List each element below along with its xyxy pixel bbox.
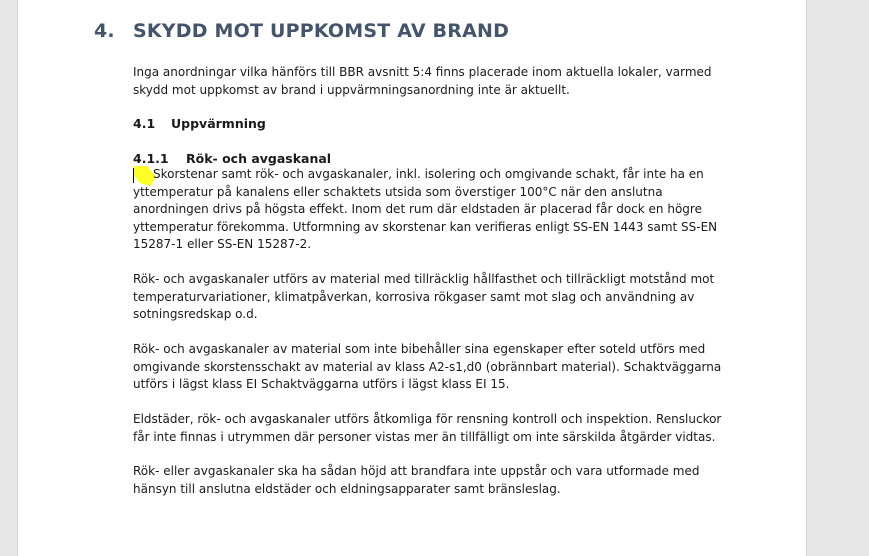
paragraph-4[interactable]: Eldstäder, rök- och avgaskanaler utförs åtkomliga för rensning kontroll och inspektion. Rensluckor får inte finnas i utrymmen där personer vistas mer än tillfälligt om inte särskilda åtgärder vidtas.	[133, 412, 722, 444]
subsection-heading-4-1	[133, 116, 266, 131]
section-number: 4.	[94, 20, 115, 42]
paragraph-2[interactable]: Rök- och avgaskanaler utförs av material med tillräcklig hållfasthet och tillräckligt motstånd mot temperaturvariationer, klimatpåverkan, korrosiva rökgaser samt mot slag och användning av sotningsredskap o.d.	[133, 272, 715, 321]
page-gutter	[808, 0, 869, 556]
subsubsection-title: Rök- och avgaskanal	[186, 151, 332, 166]
section-title: SKYDD MOT UPPKOMST AV BRAND	[133, 20, 510, 42]
subsubsection-heading-4-1-1	[133, 151, 331, 166]
paragraph-3[interactable]: Rök- och avgaskanaler av material som inte bibehåller sina egenskaper efter soteld utförs med omgivande skorstensschakt av material av klass A2-s1,d0 (obrännbart material). Schaktväggarna utförs i lägst klass EI Schaktväggarna utförs i lägst klass EI 15.	[133, 342, 722, 391]
subsubsection-number: 4.1.1	[133, 151, 169, 166]
subsection-title: Uppvärmning	[171, 116, 266, 131]
paragraph-1[interactable]: Skorstenar samt rök- och avgaskanaler, inkl. isolering och omgivande schakt, får inte ha en yttemperatur på kanalens eller schaktets utsida som överstiger 100°C när den anslutna anordningen drivs på högsta effekt. Inom det rum där eldstaden är placerad får dock en högre yttemperatur förekomma. Utformning av skorstenar kan verifieras enligt SS-EN 1443 samt SS-EN 15287-1 eller SS-EN 15287-2.	[133, 167, 718, 251]
paragraph-5[interactable]: Rök- eller avgaskanaler ska ha sådan höjd att brandfara inte uppstår och vara utformade med hänsyn till anslutna eldstäder och eldningsapparater samt bränsleslag.	[133, 464, 700, 496]
section-heading-4	[94, 20, 509, 42]
intro-paragraph[interactable]: Inga anordningar vilka hänförs till BBR avsnitt 5:4 finns placerade inom aktuella lokaler, varmed skydd mot uppkomst av brand i uppvärmningsanordning inte är aktuellt.	[133, 65, 712, 97]
subsection-number: 4.1	[133, 116, 156, 131]
